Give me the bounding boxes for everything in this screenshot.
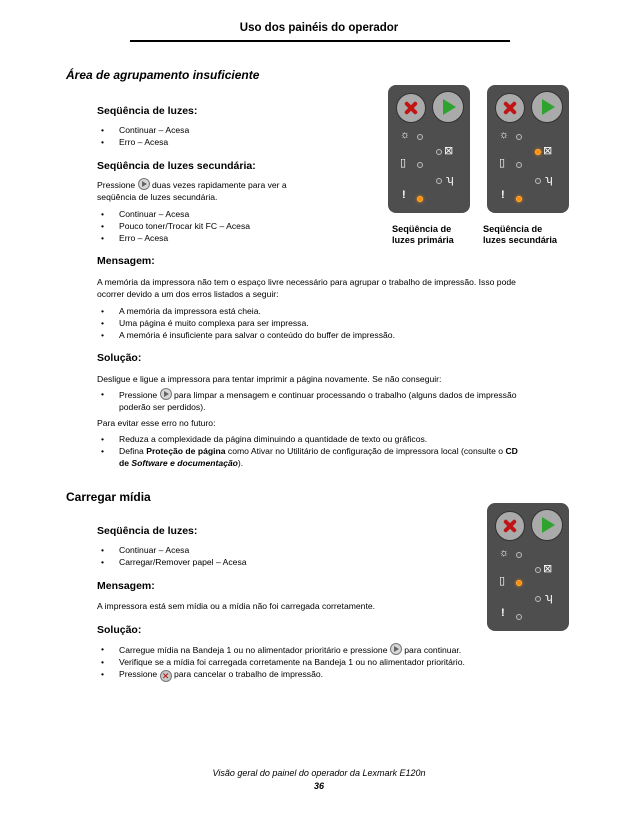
error-icon: ! <box>501 607 505 619</box>
list-item: • Pouco toner/Trocar kit FC – Acesa <box>97 220 250 232</box>
toner-led <box>535 567 541 573</box>
go-button-icon <box>531 509 563 541</box>
go-button-icon <box>160 388 172 400</box>
cancel-button-icon <box>495 93 525 123</box>
secondary-intro: Pressione duas vezes rapidamente para ver a seqüência de luzes secundária. <box>97 180 287 202</box>
list-item: • A memória é insuficiente para salvar o conteúdo do buffer de impressão. <box>97 329 395 341</box>
cancel-button-icon <box>396 93 426 123</box>
paper-icon: ▯ <box>499 157 506 169</box>
message-heading: Mensagem: <box>97 580 155 592</box>
go-button-icon <box>138 178 150 190</box>
list-item: • Erro – Acesa <box>97 232 250 244</box>
ready-icon: ☼ <box>499 547 510 559</box>
secondary-sequence-list <box>97 208 250 244</box>
list-item: • Defina Proteção de página como Ativar no Utilitário de configuração de impressora local (consulte o CD de Software e documentação). <box>97 445 577 469</box>
jam-led <box>535 178 541 184</box>
light-sequence-heading: Seqüência de luzes: <box>97 525 198 537</box>
list-item: • Continuar – Acesa <box>97 208 250 220</box>
solution-list <box>97 643 577 682</box>
paper-led <box>417 162 423 168</box>
secondary-sequence-heading: Seqüência de luzes secundária: <box>97 160 256 172</box>
error-led <box>516 614 522 620</box>
toner-icon: ⊠ <box>543 145 553 157</box>
list-item: • Carregar/Remover papel – Acesa <box>97 556 247 568</box>
list-item: • Continuar – Acesa <box>97 544 247 556</box>
panel-primary-label: Seqüência de luzes primária <box>392 224 454 245</box>
paper-led <box>516 580 522 586</box>
page-header: Uso dos painéis do operador <box>239 22 399 34</box>
operator-panel-primary <box>388 85 470 213</box>
jam-led <box>535 596 541 602</box>
list-item: • Erro – Acesa <box>97 136 189 148</box>
section-title-load-media: Carregar mídia <box>66 490 151 504</box>
message-text: A memória da impressora não tem o espaço livre necessário para agrupar o trabalho de impressão. Isso pode ocorrer devido a um dos erros listados a seguir: <box>97 277 516 299</box>
go-button-icon <box>390 643 402 655</box>
panel-secondary-label: Seqüência de luzes secundária <box>483 224 558 245</box>
message-text: A impressora está sem mídia ou a mídia não foi carregada corretamente. <box>97 601 375 611</box>
paper-led <box>516 162 522 168</box>
go-button-icon <box>432 91 464 123</box>
operator-panel-load-media <box>487 503 569 631</box>
page-number: 36 <box>313 781 324 791</box>
toner-led <box>436 149 442 155</box>
section-title-insufficient-collation: Área de agrupamento insuficiente <box>66 68 260 82</box>
footer-title: Visão geral do painel do operador da Lexmark E120n <box>212 768 426 778</box>
ready-icon: ☼ <box>499 129 510 141</box>
toner-icon: ⊠ <box>444 145 454 157</box>
avoid-text: Para evitar esse erro no futuro: <box>97 418 216 428</box>
list-item: • Verifique se a mídia foi carregada corretamente na Bandeja 1 ou no alimentador prioritário. <box>97 656 577 668</box>
list-item: • Carregue mídia na Bandeja 1 ou no alimentador prioritário e pressione para continuar. <box>97 643 577 656</box>
ready-led <box>516 552 522 558</box>
error-led <box>417 196 423 202</box>
jam-led <box>436 178 442 184</box>
message-list <box>97 305 395 341</box>
solution-list <box>97 388 577 413</box>
solution-heading: Solução: <box>97 352 142 364</box>
cancel-button-icon <box>495 511 525 541</box>
light-sequence-list <box>97 124 189 148</box>
light-sequence-heading: Seqüência de luzes: <box>97 105 198 117</box>
list-item: • A memória da impressora está cheia. <box>97 305 395 317</box>
light-sequence-list <box>97 544 247 568</box>
ready-led <box>417 134 423 140</box>
message-heading: Mensagem: <box>97 255 155 267</box>
list-item: • Uma página é muito complexa para ser impressa. <box>97 317 395 329</box>
toner-icon: ⊠ <box>543 563 553 575</box>
error-icon: ! <box>501 189 505 201</box>
header-rule <box>130 40 510 42</box>
avoid-list <box>97 433 577 469</box>
ready-led <box>516 134 522 140</box>
jam-icon: ʮ <box>446 174 454 186</box>
cancel-button-icon: ✕ <box>160 670 172 682</box>
jam-icon: ʮ <box>545 174 553 186</box>
list-item: • Continuar – Acesa <box>97 124 189 136</box>
paper-icon: ▯ <box>499 575 506 587</box>
go-button-icon <box>531 91 563 123</box>
list-item: • Pressione ✕ para cancelar o trabalho de impressão. <box>97 668 577 682</box>
solution-text: Desligue e ligue a impressora para tentar imprimir a página novamente. Se não conseguir: <box>97 374 442 384</box>
list-item: • Reduza a complexidade da página diminuindo a quantidade de texto ou gráficos. <box>97 433 577 445</box>
list-item: • Pressione para limpar a mensagem e continuar processando o trabalho (alguns dados de impressão poderão ser perdidos). <box>97 388 577 413</box>
error-icon: ! <box>402 189 406 201</box>
paper-icon: ▯ <box>400 157 407 169</box>
error-led <box>516 196 522 202</box>
jam-icon: ʮ <box>545 592 553 604</box>
ready-icon: ☼ <box>400 129 411 141</box>
operator-panel-secondary <box>487 85 569 213</box>
solution-heading: Solução: <box>97 624 142 636</box>
toner-led <box>535 149 541 155</box>
